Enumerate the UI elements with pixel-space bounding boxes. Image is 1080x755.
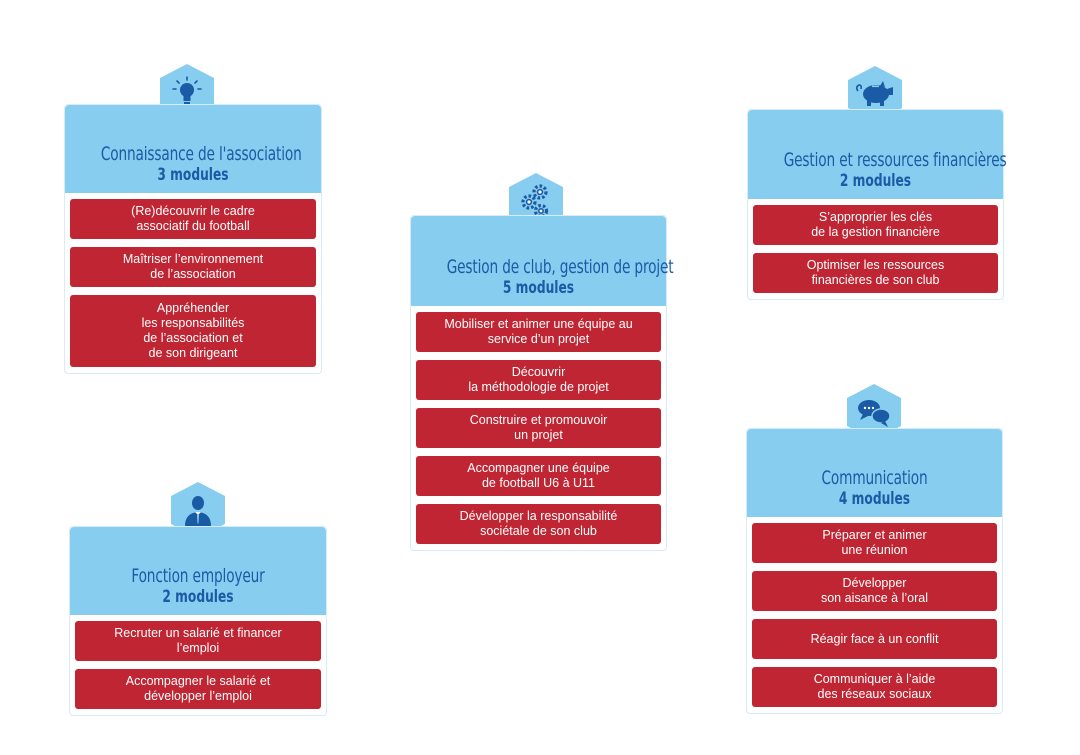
module-card-club-project [410,215,674,551]
module-item[interactable]: Développer la responsabilité sociétale de son club [416,504,661,544]
module-card-communication [746,428,1003,714]
employee-icon [181,493,215,527]
module-card-association [64,104,322,374]
card-title: Gestion de club, gestion de projet [446,256,674,278]
module-item[interactable]: Communiquer à l’aide des réseaux sociaux [752,667,997,707]
module-list [65,193,321,373]
module-item[interactable]: (Re)découvrir le cadre associatif du football [70,199,316,239]
module-item[interactable]: Développer son aisance à l’oral [752,571,997,611]
card-header [411,216,674,306]
module-item[interactable]: Réagir face à un conflit [752,619,997,659]
module-item[interactable]: Maîtriser l’environnement de l’association [70,247,316,287]
module-count: 2 modules [162,587,234,607]
module-item[interactable]: Recruter un salarié et financer l’emploi [75,621,321,661]
piggy-bank-icon [854,79,896,109]
module-card-finance [747,109,1007,300]
card-header [748,110,1007,199]
card-title: Connaissance de l'association [100,143,302,165]
module-count: 3 modules [157,165,229,185]
module-item[interactable]: Mobiliser et animer une équipe au service d’un projet [416,312,661,352]
module-item[interactable]: Accompagner une équipe de football U6 à U11 [416,456,661,496]
module-item[interactable]: Construire et promouvoir un projet [416,408,661,448]
module-item[interactable]: Préparer et animer une réunion [752,523,997,563]
module-item[interactable]: S’approprier les clés de la gestion financière [753,205,998,245]
module-count: 2 modules [839,171,912,191]
module-list [747,517,1002,713]
card-title: Fonction employeur [131,565,265,587]
module-item[interactable]: Accompagner le salarié et développer l’emploi [75,669,321,709]
card-header [70,527,326,615]
module-list [70,615,326,715]
module-item[interactable]: Optimiser les ressources financières de son club [753,253,998,293]
module-item[interactable]: Appréhender les responsabilités de l’association et de son dirigeant [70,295,316,367]
module-count: 4 modules [838,489,911,509]
module-list [411,306,666,550]
card-title: Communication [821,467,928,489]
module-card-employer [69,526,327,716]
speech-bubbles-icon [856,395,892,429]
card-header [747,429,1002,517]
card-header [65,105,321,193]
module-list [748,199,1003,299]
module-count: 5 modules [502,278,575,298]
module-item[interactable]: Découvrir la méthodologie de projet [416,360,661,400]
gears-icon [518,183,554,219]
card-title: Gestion et ressources financières [783,149,1007,171]
